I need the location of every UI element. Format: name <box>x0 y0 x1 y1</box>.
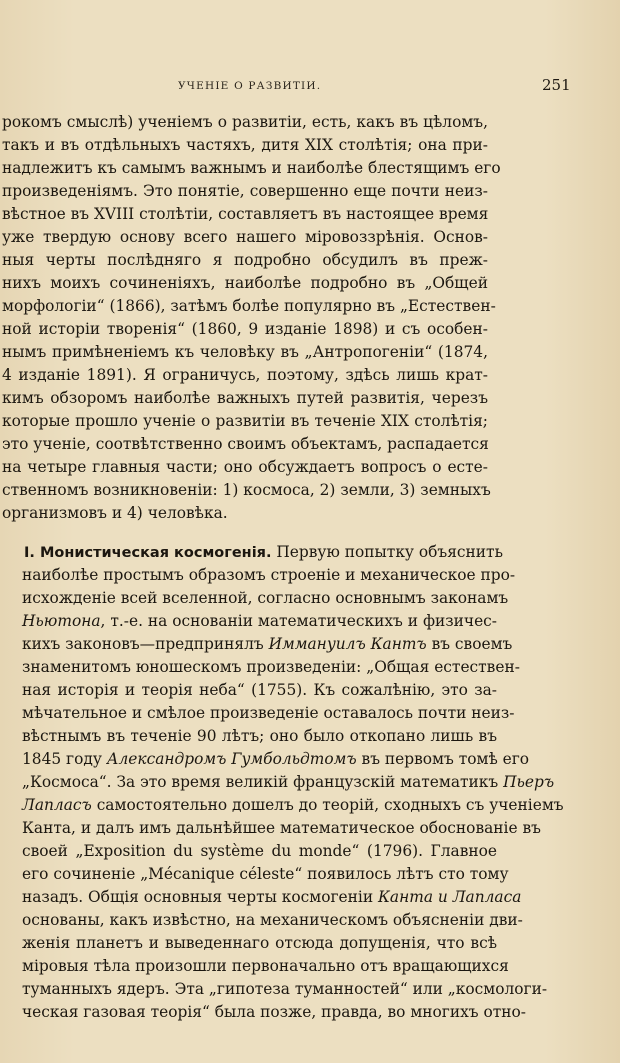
text-line: исхожденіе всей вселенной, согласно основнымъ законамъ <box>22 589 509 607</box>
text-line: морфологіи“ (1866), затѣмъ болѣе популярно въ „Естествен- <box>2 297 496 315</box>
text-line: Канта, и далъ имъ дальнѣйшее математическое обоснованіе въ <box>22 819 541 837</box>
person-name: Ньютона <box>22 612 101 630</box>
person-name: Иммануилъ Кантъ <box>268 635 427 653</box>
text-line: организмовъ и 4) человѣка. <box>2 504 228 522</box>
text-line: міровыя тѣла произошли первоначально отъ вращающихся <box>22 957 509 975</box>
text-line: ственномъ возникновеніи: 1) космоса, 2) земли, 3) земныхъ <box>2 481 491 499</box>
page-header <box>0 76 620 96</box>
text-line: женія планетъ и выведеннаго отсюда допущенія, что всѣ <box>22 934 497 952</box>
page-number: 251 <box>542 76 571 94</box>
text-line: на четыре главныя части; оно обсуждаетъ вопросъ о есте- <box>2 458 488 476</box>
text-line: ныя черты послѣдняго я подробно обсудилъ въ преж- <box>2 251 488 269</box>
text-line: „Космоса“. За это время великій французскій математикъ Пьеръ <box>22 773 555 791</box>
person-name: Александромъ Гумбольдтомъ <box>106 750 357 768</box>
text-line: уже твердую основу всего нашего міровоззрѣнія. Основ- <box>2 228 488 246</box>
text-line: Лапласъ самостоятельно дошелъ до теорій, сходныхъ съ ученіемъ <box>22 796 564 814</box>
text-line: произведеніямъ. Это понятіе, совершенно еще почти неиз- <box>2 182 488 200</box>
text-line: основаны, какъ извѣстно, на механическомъ объясненіи дви- <box>22 911 523 929</box>
section-heading: I. Монистическая космогенія. <box>24 545 272 561</box>
running-title: УЧЕНІЕ О РАЗВИТІИ. <box>178 80 322 92</box>
text-line: 1845 году Александромъ Гумбольдтомъ въ первомъ томѣ его <box>22 750 530 768</box>
text-line: такъ и въ отдѣльныхъ частяхъ, дитя XIX столѣтія; она при- <box>2 136 488 154</box>
text-line: рокомъ смыслѣ) ученіемъ о развитіи, есть, какъ въ цѣломъ, <box>2 113 488 131</box>
text-line: туманныхъ ядеръ. Эта „гипотеза туманностей“ или „космологи- <box>22 980 548 998</box>
text-line: нихъ моихъ сочиненіяхъ, наиболѣе подробно въ „Общей <box>2 274 488 292</box>
text-line: ной исторіи творенія“ (1860, 9 изданіе 1898) и съ особен- <box>2 320 488 338</box>
text-line: кимъ обзоромъ наиболѣе важныхъ путей развитія, черезъ <box>2 389 488 407</box>
text-line: своей „Exposition du système du monde“ (1796). Главное <box>22 842 497 860</box>
text-line: ная исторія и теорія неба“ (1755). Къ сожалѣнію, это за- <box>22 681 497 699</box>
text-line: мѣчательное и смѣлое произведеніе оставалось почти неиз- <box>22 704 515 722</box>
text-line: вѣстнымъ въ теченіе 90 лѣтъ; оно было откопано лишь въ <box>22 727 497 745</box>
text-line: нымъ примѣненіемъ къ человѣку въ „Антропогеніи“ (1874, <box>2 343 488 361</box>
text-line: вѣстное въ XVIII столѣтіи, составляетъ въ настоящее время <box>2 205 489 223</box>
text-line: 4 изданіе 1891). Я ограничусь, поэтому, здѣсь лишь крат- <box>2 366 488 384</box>
text-line: это ученіе, соотвѣтственно своимъ объектамъ, распадается <box>2 435 489 453</box>
text-line: I. Монистическая космогенія. Первую попытку объяснить <box>24 543 503 561</box>
text-line: Ньютона, т.-е. на основаніи математическихъ и физичес- <box>22 612 497 630</box>
text-line: назадъ. Общія основныя черты космогеніи Канта и Лапласа <box>22 888 522 906</box>
person-name: Пьеръ <box>503 773 555 791</box>
text-line: знаменитомъ юношескомъ произведеніи: „Общая естествен- <box>22 658 520 676</box>
person-name: Канта и Лапласа <box>378 888 522 906</box>
person-name: Лапласъ <box>22 796 92 814</box>
text-line: наиболѣе простымъ образомъ строеніе и механическое про- <box>22 566 516 584</box>
text-line: кихъ законовъ—предпринялъ Иммануилъ Кантъ въ своемъ <box>22 635 513 653</box>
text-line: его сочиненіе „Mécanique céleste“ появилось лѣтъ сто тому <box>22 865 509 883</box>
text-line: ческая газовая теорія“ была позже, правда, во многихъ отно- <box>22 1003 526 1021</box>
text-line: надлежитъ къ самымъ важнымъ и наиболѣе блестящимъ его <box>2 159 501 177</box>
text-line: которые прошло ученіе о развитіи въ теченіе XIX столѣтія; <box>2 412 488 430</box>
